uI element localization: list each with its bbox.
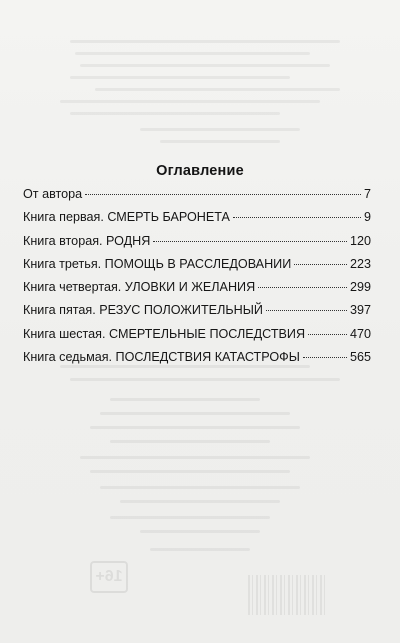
dot-leader	[266, 310, 347, 311]
toc-entry-page: 223	[349, 256, 371, 271]
toc-entry	[23, 187, 371, 210]
dot-leader	[153, 241, 347, 242]
dot-leader	[303, 357, 347, 358]
toc-entry	[23, 280, 371, 303]
table-of-contents	[23, 187, 371, 373]
barcode-show-through-icon	[248, 575, 326, 615]
toc-entry	[23, 303, 371, 326]
toc-entry-page: 470	[349, 326, 371, 341]
toc-entry-title: Книга четвертая. УЛОВКИ И ЖЕЛАНИЯ	[23, 280, 256, 295]
toc-entry-page: 565	[349, 350, 371, 365]
toc-entry-title: Книга вторая. РОДНЯ	[23, 233, 151, 248]
age-rating-show-through-icon: 16+	[90, 561, 128, 593]
toc-entry-page: 120	[349, 233, 371, 248]
toc-entry-title: Книга седьмая. ПОСЛЕДСТВИЯ КАТАСТРОФЫ	[23, 350, 300, 365]
toc-entry-page: 299	[349, 280, 371, 295]
toc-entry	[23, 234, 371, 257]
toc-entry	[23, 350, 371, 373]
toc-entry	[23, 327, 371, 350]
toc-entry-title: Книга третья. ПОМОЩЬ В РАССЛЕДОВАНИИ	[23, 256, 292, 271]
toc-entry-title: Книга пятая. РЕЗУС ПОЛОЖИТЕЛЬНЫЙ	[23, 303, 263, 318]
toc-entry-title: Книга первая. СМЕРТЬ БАРОНЕТА	[23, 210, 230, 225]
toc-entry-page: 397	[349, 303, 371, 318]
toc-entry-page: 7	[363, 187, 371, 201]
dot-leader	[85, 194, 361, 195]
dot-leader	[258, 287, 347, 288]
dot-leader	[308, 334, 347, 335]
toc-entry-title: От автора	[23, 187, 83, 201]
dot-leader	[294, 264, 347, 265]
dot-leader	[233, 217, 361, 218]
toc-entry	[23, 210, 371, 233]
contents-heading: Оглавление	[156, 163, 244, 179]
toc-entry	[23, 257, 371, 280]
toc-entry-title: Книга шестая. СМЕРТЕЛЬНЫЕ ПОСЛЕДСТВИЯ	[23, 326, 306, 341]
toc-entry-page: 9	[363, 210, 371, 225]
